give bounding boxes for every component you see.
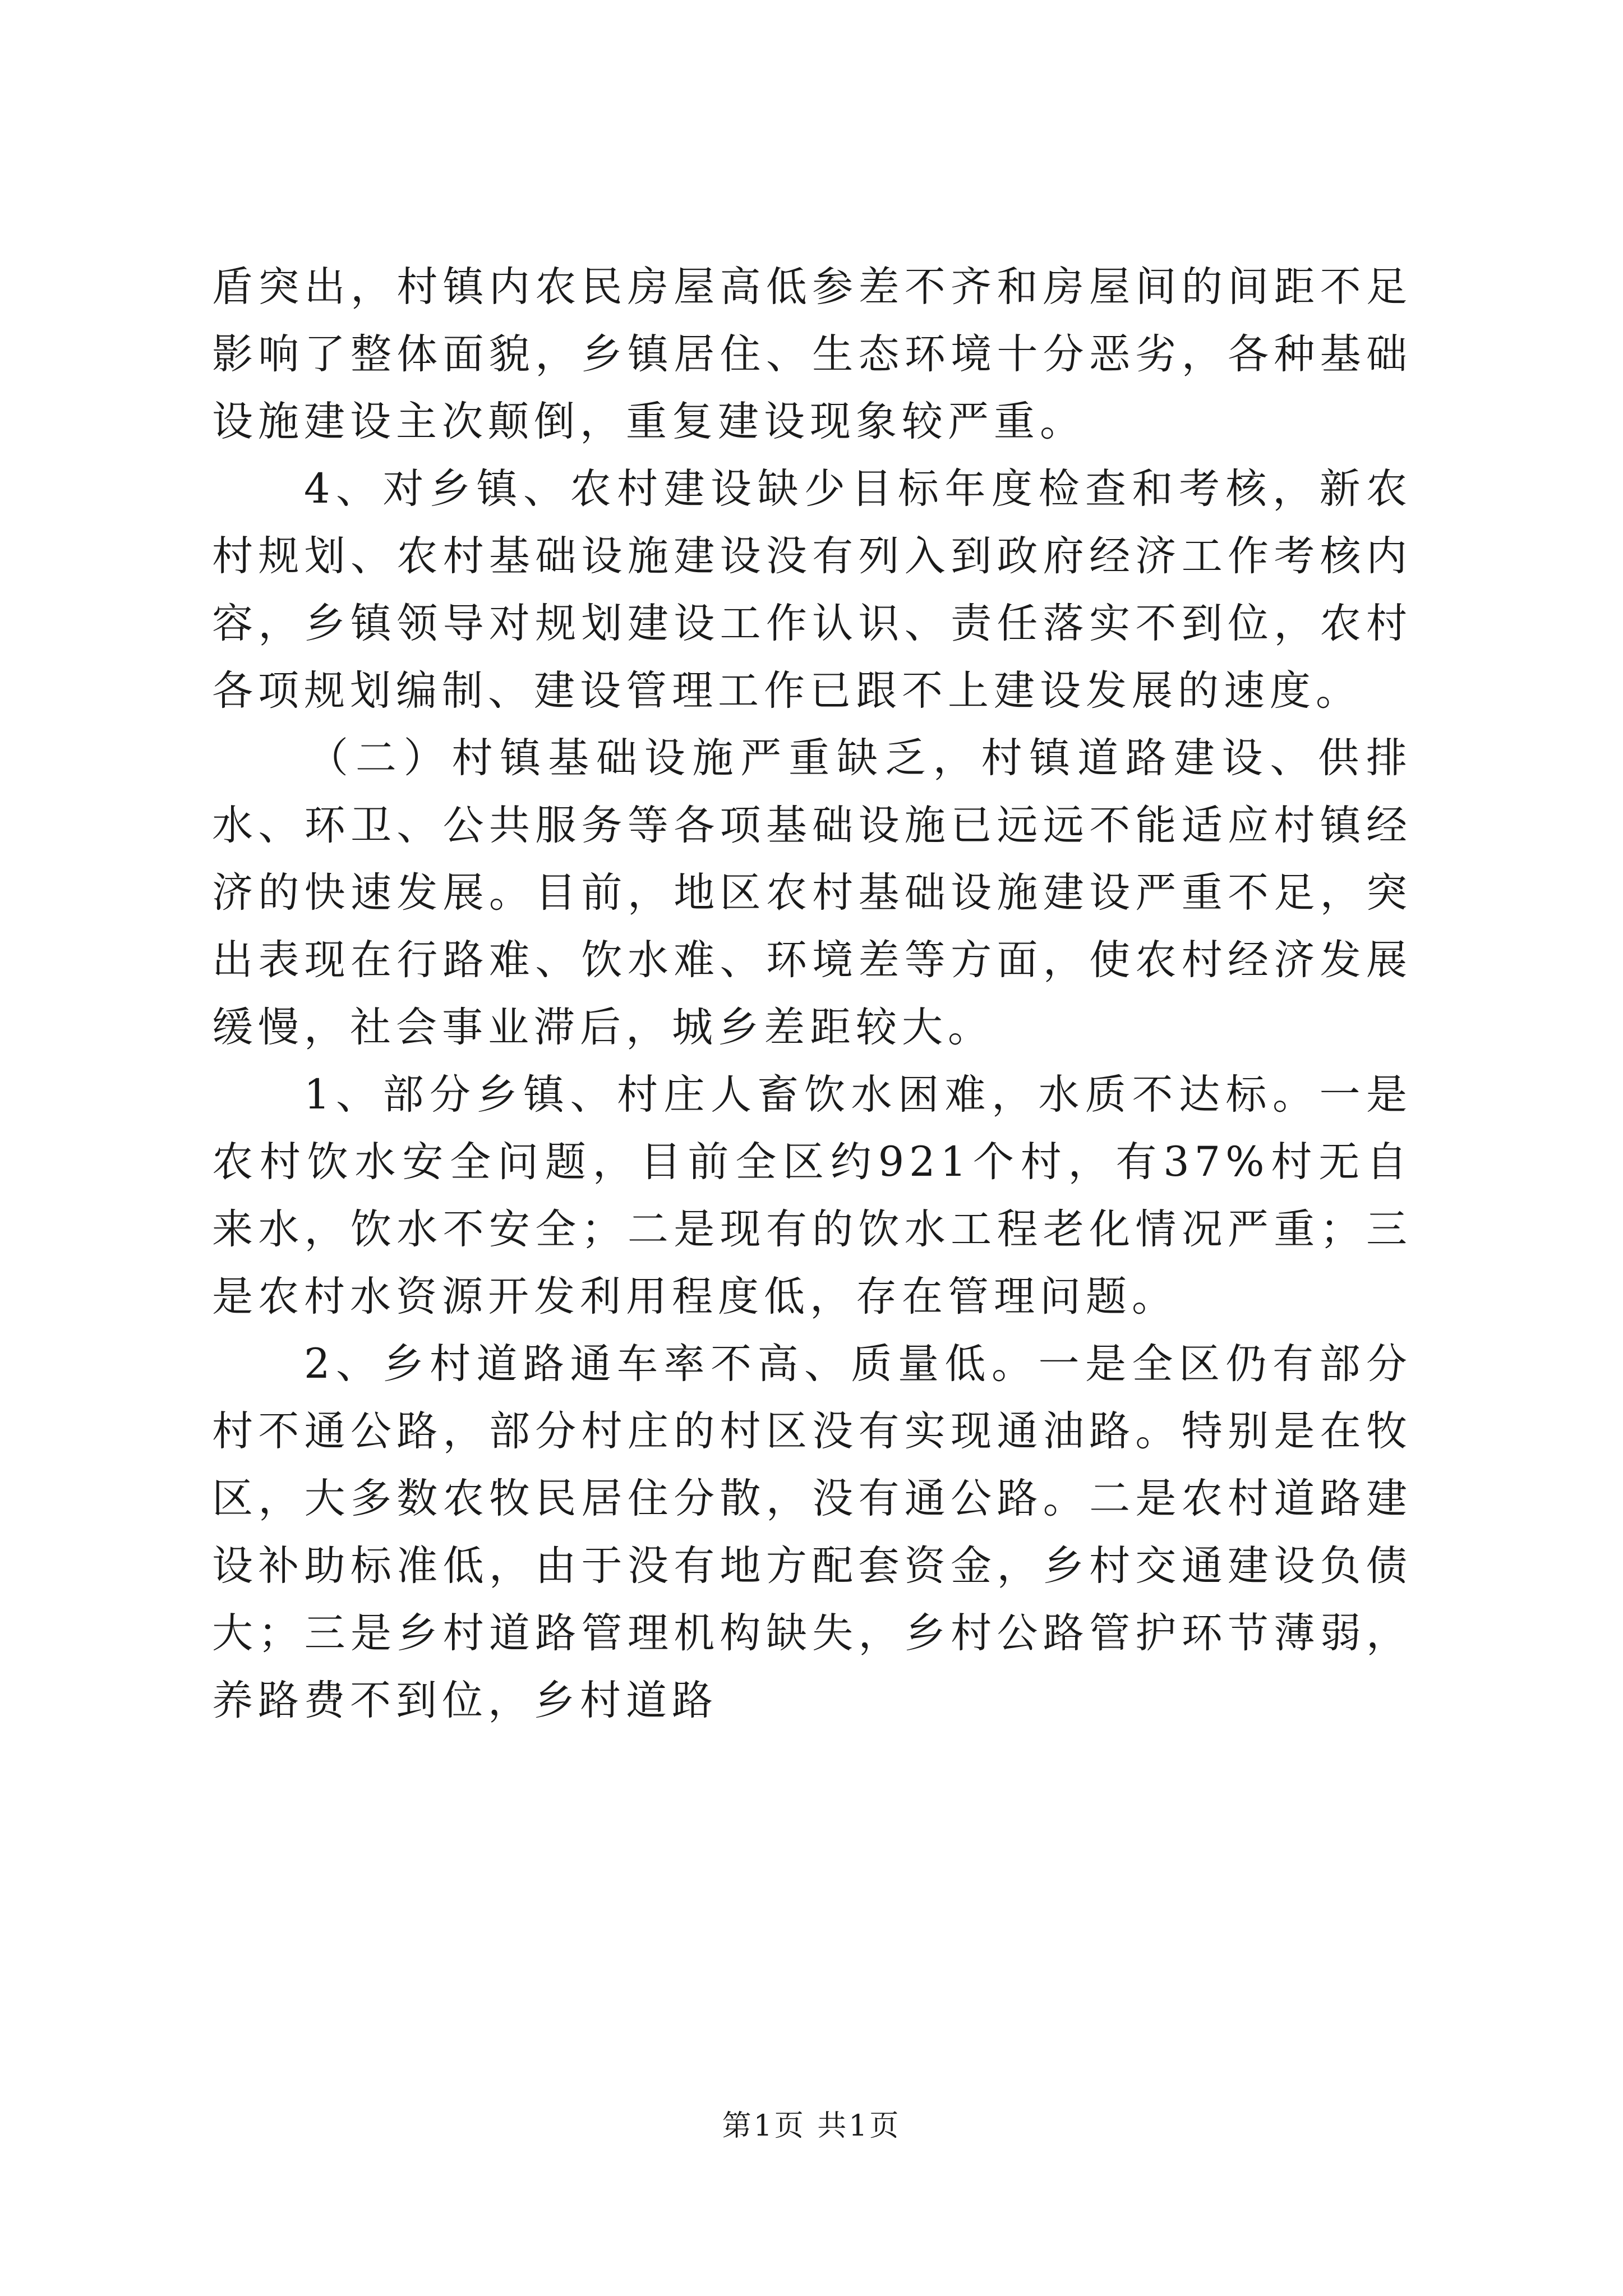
page-footer: 第1页 共1页 bbox=[722, 2109, 901, 2143]
paragraph-item-1: 1、部分乡镇、村庄人畜饮水困难，水质不达标。一是农村饮水安全问题，目前全区约921个村，有37%村无自来水，饮水不安全；二是现有的饮水工程老化情况严重；三是农村水资源开发利用程度低，存在管理问题。 bbox=[212, 1071, 1412, 1320]
paragraph-continuation: 盾突出，村镇内农民房屋高低参差不齐和房屋间的间距不足影响了整体面貌，乡镇居住、生态环境十分恶劣，各种基础设施建设主次颠倒，重复建设现象较严重。 bbox=[212, 263, 1412, 445]
paragraph-item-4: 4、对乡镇、农村建设缺少目标年度检查和考核，新农村规划、农村基础设施建设没有列入到政府经济工作考核内容，乡镇领导对规划建设工作认识、责任落实不到位，农村各项规划编制、建设管理工作已跟不上建设发展的速度。 bbox=[212, 465, 1412, 715]
document-body bbox=[212, 254, 1412, 1734]
paragraph-section-2: （二）村镇基础设施严重缺乏，村镇道路建设、供排水、环卫、公共服务等各项基础设施已远远不能适应村镇经济的快速发展。目前，地区农村基础设施建设严重不足，突出表现在行路难、饮水难、环境差等方面，使农村经济发展缓慢，社会事业滞后，城乡差距较大。 bbox=[212, 734, 1412, 1051]
paragraph-item-2: 2、乡村道路通车率不高、质量低。一是全区仍有部分村不通公路，部分村庄的村区没有实现通油路。特别是在牧区，大多数农牧民居住分散，没有通公路。二是农村道路建设补助标准低，由于没有地方配套资金，乡村交通建设负债大；三是乡村道路管理机构缺失，乡村公路管护环节薄弱，养路费不到位，乡村道路 bbox=[212, 1340, 1412, 1724]
